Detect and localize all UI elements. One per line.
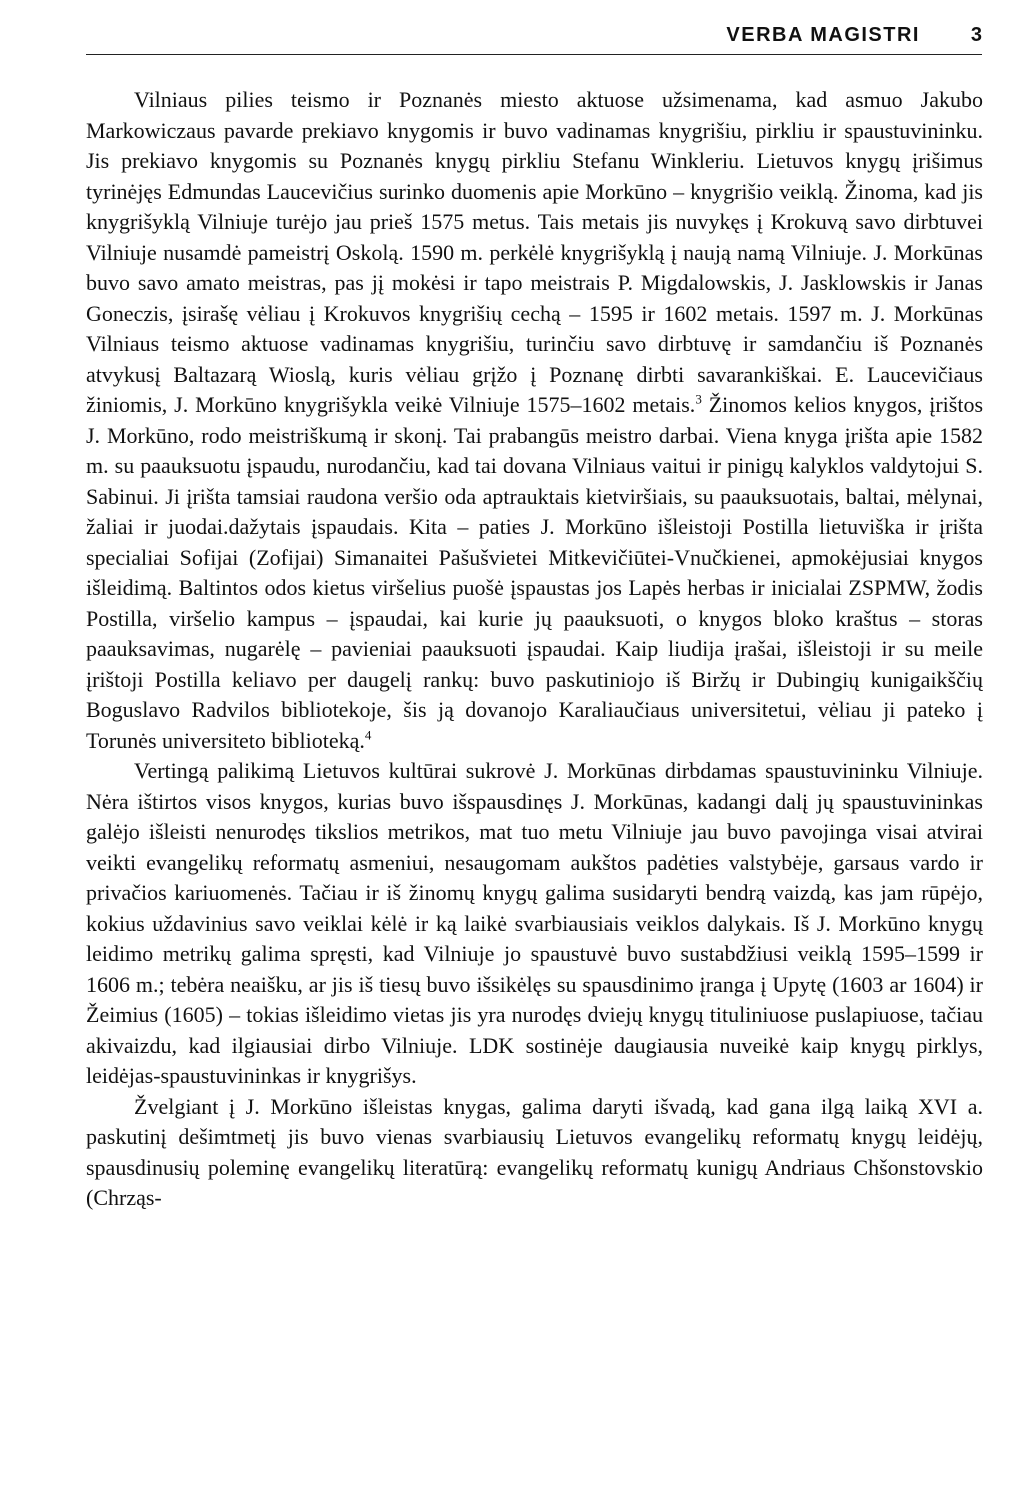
body-text <box>86 85 983 1214</box>
footnote-marker-4: 4 <box>364 727 372 743</box>
running-title: VERBA MAGISTRI <box>726 24 920 46</box>
paragraph-1-text: Vilniaus pilies teismo ir Poznanės miesto aktuose užsimenama, kad asmuo Jakubo Markowiczaus pavarde prekiavo knygomis ir buvo vadinamas knygrišiu, pirkliu ir spaustuvininku. Jis prekiavo knygomis su Poznanės knygų pirkliu Stefanu Winkleriu. Lietuvos knygų įrišimus tyrinėjęs Edmundas Laucevičius surinko duomenis apie Morkūno – knygrišio veiklą. Žinoma, kad jis knygrišyklą Vilniuje turėjo jau prieš 1575 metus. Tais metais jis nuvykęs į Krokuvą savo dirbtuvei Vilniuje nusamdė pameistrį Oskolą. 1590 m. perkėlė knygrišyklą į naują namą Vilniuje. J. Morkūnas buvo savo amato meistras, pas jį mokėsi ir tapo meistrais P. Migdalowskis, J. Jasklowskis ir Janas Goneczis, įsirašę vėliau į Krokuvos knygrišių cechą – 1595 ir 1602 metais. 1597 m. J. Morkūnas Vilniaus teismo aktuose vadinamas knygrišiu, turinčiu savo dirbtuvę ir samdančiu iš Poznanės atvykusį Baltazarą Wioslą, kuris vėliau grįžo į Poznanę dirbti savarankiškai. E. Laucevičiaus žiniomis, J. Morkūno knygrišykla veikė Vilniuje 1575–1602 metais. <box>86 87 983 417</box>
running-header <box>86 18 982 55</box>
paragraph-2: Vertingą palikimą Lietuvos kultūrai sukrovė J. Morkūnas dirbdamas spaustuvininku Vilniuje. Nėra ištirtos visos knygos, kurias buvo išspausdinęs J. Morkūnas, kadangi dalį jų spaustuvininkas galėjo išleisti nenurodęs tikslios metrikos, mat tuo metu Vilniuje jau buvo pavojinga visai atvirai veikti evangelikų reformatų asmeniui, nesaugomam aukštos padėties valstybėje, garsaus vardo ir privačios kariuomenės. Tačiau ir iš žinomų knygų galima susidaryti bendrą vaizdą, kas jam rūpėjo, kokius uždavinius savo veiklai kėlė ir ką laikė svarbiausiais veiklos dalykais. Iš J. Morkūno knygų leidimo metrikų galima spręsti, kad Vilniuje jo spaustuvė buvo sustabdžiusi veiklą 1595–1599 ir 1606 m.; tebėra neaišku, ar jis iš tiesų buvo išsikėlęs su spausdinimo įranga į Upytę (1603 ar 1604) ir Žeimius (1605) – tokias išleidimo vietas jis yra nurodęs dviejų knygų tituliniuose puslapiuose, tačiau akivaizdu, kad ilgiausiai dirbo Vilniuje. LDK sostinėje daugiausia nuveikė kaip knygų pirklys, leidėjas-spaustuvininkas ir knygrišys. <box>86 758 983 1088</box>
paragraph-1-continuation: Žinomos kelios knygos, įrištos J. Morkūno, rodo meistriškumą ir skonį. Tai prabangūs meistro darbai. Viena knyga įrišta apie 1582 m. su paauksuotu įspaudu, nurodančiu, kad tai dovana Vilniaus vaitui ir pinigų kalyklos valdytojui S. Sabinui. Ji įrišta tamsiai raudona veršio oda aptrauktais kietviršiais, su paauksuotais, baltai, mėlynai, žaliai ir juodai.dažytais įspaudais. Kita – paties J. Morkūno išleistoji Postilla lietuviška ir įrišta specialiai Sofijai (Zofijai) Simanaitei Pašušvietei Mitkevičiūtei-Vnučkienei, apmokėjusiai knygos išleidimą. Baltintos odos kietus viršelius puošė įspaustas jos Lapės herbas ir inicialai ZSPMW, žodis Postilla, viršelio kampus – įspaudai, kai kurie jų paauksuoti, o knygos bloko kraštus – storas paauksavimas, nugarėlę – pavieniai paauksuoti įspaudai. Kaip liudija įrašai, išleistoji ir su meile įrištoji Postilla keliavo per daugelį rankų: buvo paskutiniojo iš Biržų ir Dubingių kunigaikščių Boguslavo Radvilos bibliotekoje, šis ją dovanojo Karaliaučiaus universitetui, vėliau ji pateko į Torunės universiteto biblioteką. <box>86 392 984 753</box>
paragraph-3: Žvelgiant į J. Morkūno išleistas knygas, galima daryti išvadą, kad gana ilgą laiką XVI a. paskutinį dešimtmetį jis buvo vienas svarbiausių Lietuvos evangelikų reformatų knygų leidėjų, spausdinusių poleminę evangelikų literatūrą: evangelikų reformatų kunigų Andriaus Chšonstovskio (Chrząs- <box>86 1093 983 1210</box>
paragraph-1 <box>86 85 983 756</box>
page-number: 3 <box>970 24 982 46</box>
footnote-marker-3: 3 <box>695 391 702 407</box>
